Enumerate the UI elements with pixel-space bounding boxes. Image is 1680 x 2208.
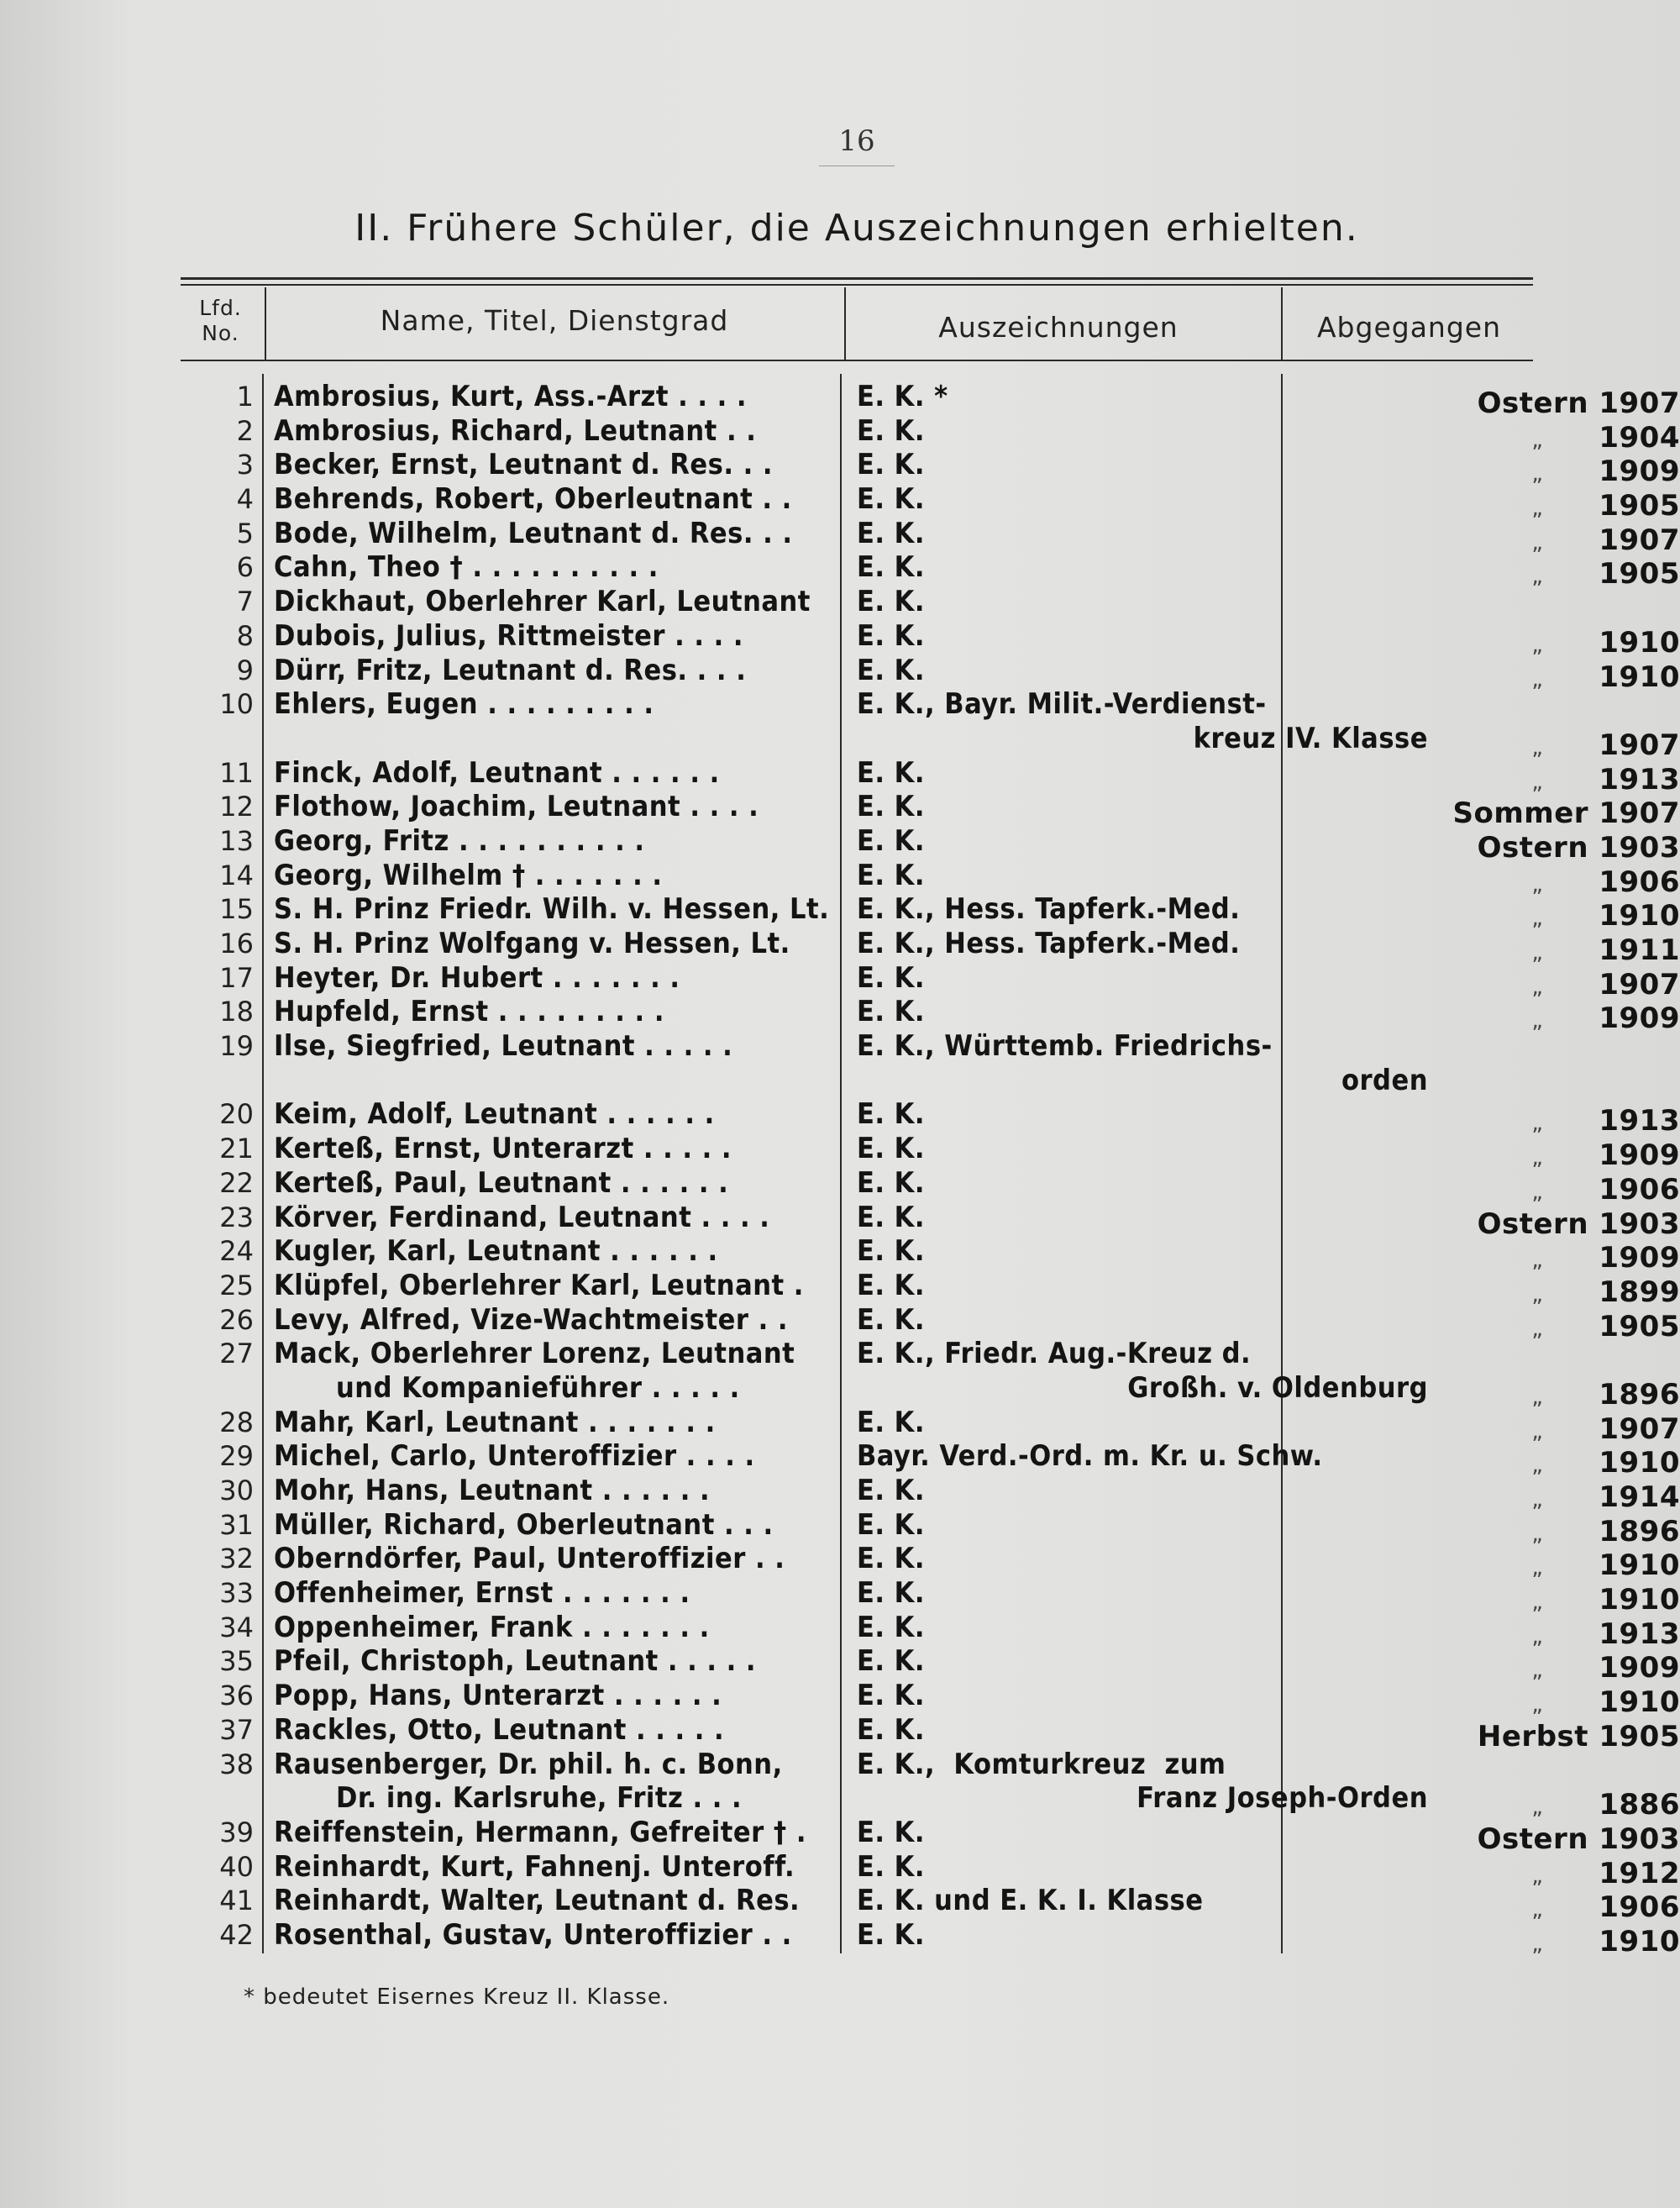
table-row [176, 516, 1680, 557]
ditto-mark: „ [1531, 1487, 1544, 1512]
row-number: 5 [236, 517, 254, 549]
header-name: Name, Titel, Dienstgrad [380, 304, 729, 337]
row-name: Mohr, Hans, Leutnant . . . . . . [274, 1474, 711, 1507]
row-name: Dürr, Fritz, Leutnant d. Res. . . . [274, 653, 747, 687]
ditto-mark: „ [1531, 1795, 1544, 1821]
ditto-mark: „ [1531, 974, 1544, 1000]
page-number: 16 [838, 124, 875, 158]
table-row [176, 653, 1680, 694]
table-row [176, 1748, 1554, 1782]
row-name: Rosenthal, Gustav, Unteroffizier . . [274, 1917, 792, 1952]
table-top-rule-thin [181, 284, 1533, 286]
row-award: E. K., Hess. Tapferk.-Med. [857, 892, 1241, 927]
row-name: Behrends, Robert, Oberleutnant . . [274, 482, 792, 517]
year-value: 1899 [1599, 1275, 1680, 1309]
ditto-mark: „ [1531, 1590, 1544, 1616]
row-name: Keim, Adolf, Leutnant . . . . . . [274, 1097, 715, 1132]
header-bottom-rule [181, 360, 1533, 361]
ditto-mark: „ [1531, 1179, 1544, 1205]
ditto-mark: „ [1531, 1555, 1544, 1581]
table-row [176, 995, 1680, 1036]
ditto-mark: „ [1531, 632, 1544, 658]
row-number: 9 [236, 654, 254, 686]
row-name-continued: Dr. ing. Karlsruhe, Fritz . . . [336, 1781, 743, 1816]
ditto-mark: „ [1531, 564, 1544, 590]
row-name: Ambrosius, Kurt, Ass.-Arzt . . . . [274, 380, 748, 413]
row-award: E. K. [857, 1679, 925, 1713]
year-value: 1906 [1599, 1890, 1680, 1925]
year-value: 1905 [1599, 1309, 1680, 1343]
year-value: Herbst 1905 [1477, 1719, 1680, 1753]
table-row [176, 1132, 1680, 1173]
row-name: Georg, Wilhelm † . . . . . . . [274, 858, 663, 892]
row-name: Rackles, Otto, Leutnant . . . . . [274, 1712, 725, 1747]
row-number: 22 [219, 1166, 254, 1199]
row-award: E. K., Hess. Tapferk.-Med. [857, 927, 1241, 960]
year-value: 1913 [1599, 1617, 1680, 1651]
row-name: Oberndörfer, Paul, Unteroffizier . . [274, 1542, 785, 1576]
year-value: 1909 [1599, 1241, 1680, 1275]
table-row [176, 1097, 1680, 1138]
row-name: Dickhaut, Oberlehrer Karl, Leutnant [274, 585, 811, 619]
table-row [176, 721, 1680, 762]
row-name: Mack, Oberlehrer Lorenz, Leutnant [274, 1337, 795, 1371]
year-value: 1912 [1599, 1856, 1680, 1890]
table-row [176, 618, 1680, 660]
row-name: Ambrosius, Richard, Leutnant . . [274, 413, 757, 448]
year-value: 1910 [1599, 1583, 1680, 1617]
table-row [176, 413, 1680, 455]
row-name: Flothow, Joachim, Leutnant . . . . [274, 790, 759, 824]
header-left: Abgegangen [1316, 311, 1502, 344]
table-row [176, 550, 1680, 591]
table-row [176, 1234, 1680, 1275]
table-row [176, 1302, 1680, 1343]
row-number: 13 [219, 824, 254, 857]
row-name: Rausenberger, Dr. phil. h. c. Bonn, [274, 1747, 783, 1781]
ditto-mark: „ [1531, 1008, 1544, 1034]
row-name: Ehlers, Eugen . . . . . . . . . [274, 687, 654, 722]
ditto-mark: „ [1531, 1281, 1544, 1307]
row-award: E. K. [857, 1849, 925, 1884]
row-award: E. K. [857, 1165, 925, 1200]
year-value: 1910 [1599, 1924, 1680, 1958]
page-title: II. Frühere Schüler, die Auszeichnungen erhielten. [354, 207, 1359, 250]
row-name-continued: und Kompanieführer . . . . . [336, 1370, 740, 1405]
row-number: 23 [219, 1201, 254, 1233]
year-value: 1896 [1599, 1514, 1680, 1548]
row-number: 14 [219, 859, 254, 891]
table-row [176, 927, 1680, 967]
table-row [176, 1064, 1554, 1098]
row-number: 41 [219, 1885, 254, 1917]
row-award: E. K. [857, 1542, 925, 1576]
row-name: Müller, Richard, Oberleutnant . . . [274, 1507, 774, 1542]
row-award: E. K. [857, 1815, 925, 1849]
ditto-mark: „ [1531, 906, 1544, 932]
ditto-mark: „ [1531, 1418, 1544, 1444]
table-row [176, 1337, 1554, 1371]
year-value: 1911 [1599, 933, 1680, 967]
row-award: E. K. [857, 995, 925, 1029]
row-award: E. K., Komturkreuz zum [857, 1747, 1226, 1781]
year-value: 1907 [1599, 967, 1680, 1001]
ditto-mark: „ [1531, 1863, 1544, 1889]
table-row [176, 1165, 1680, 1207]
ditto-mark: „ [1531, 734, 1544, 760]
row-award-continued: Franz Joseph-Orden [1137, 1781, 1428, 1816]
year-value: 1905 [1599, 557, 1680, 591]
year-value: 1909 [1599, 455, 1680, 489]
row-number: 37 [219, 1713, 254, 1746]
row-number: 15 [219, 893, 254, 926]
year-value: 1909 [1599, 1651, 1680, 1685]
row-award-continued: orden [1341, 1063, 1428, 1097]
row-award: E. K., Bayr. Milit.-Verdienst- [857, 687, 1267, 722]
year-value: Ostern 1907 [1477, 386, 1680, 420]
table-row [176, 1370, 1680, 1412]
table-top-rule [181, 277, 1533, 280]
year-value: 1905 [1599, 489, 1680, 523]
table-row [176, 1507, 1680, 1548]
row-award: E. K. [857, 823, 925, 858]
table-row [176, 1815, 1680, 1856]
row-award: E. K. [857, 858, 925, 892]
table-row [176, 1576, 1680, 1617]
row-award-continued: kreuz IV. Klasse [1193, 721, 1428, 755]
table-row [176, 1405, 1680, 1446]
row-award: E. K. [857, 755, 925, 790]
row-number: 26 [219, 1303, 254, 1336]
row-name: Kugler, Karl, Leutnant . . . . . . [274, 1234, 718, 1269]
ditto-mark: „ [1531, 529, 1544, 555]
header-lfd-no [176, 296, 265, 346]
year-value: 1910 [1599, 1446, 1680, 1480]
row-name: Körver, Ferdinand, Leutnant . . . . [274, 1200, 770, 1234]
row-number: 6 [236, 551, 254, 584]
row-name: Kerteß, Paul, Leutnant . . . . . . [274, 1165, 729, 1200]
row-number: 29 [219, 1440, 254, 1473]
row-award: E. K. [857, 482, 925, 517]
ditto-mark: „ [1531, 1316, 1544, 1342]
row-name: Becker, Ernst, Leutnant d. Res. . . [274, 448, 774, 482]
table-row [176, 1268, 1680, 1309]
row-name: Ilse, Siegfried, Leutnant . . . . . [274, 1029, 733, 1064]
row-number: 24 [219, 1235, 254, 1268]
row-award: E. K. [857, 960, 925, 995]
row-award: E. K. [857, 413, 925, 448]
table-row [176, 823, 1680, 865]
year-value: 1910 [1599, 660, 1680, 694]
year-value: 1913 [1599, 762, 1680, 796]
row-award: E. K. [857, 1097, 925, 1132]
row-award: E. K. [857, 1200, 925, 1234]
row-name: Klüpfel, Oberlehrer Karl, Leutnant . [274, 1268, 804, 1302]
table-row [176, 1439, 1680, 1480]
row-number: 32 [219, 1543, 254, 1575]
row-award: E. K. [857, 1917, 925, 1952]
row-number: 27 [219, 1338, 254, 1370]
table-row [176, 1781, 1680, 1822]
row-award: E. K. [857, 790, 925, 824]
row-name: Cahn, Theo † . . . . . . . . . . [274, 550, 659, 585]
year-value: 1886 [1599, 1788, 1680, 1822]
row-number: 4 [236, 483, 254, 516]
year-value: Sommer 1907 [1452, 796, 1680, 831]
table-row [176, 448, 1680, 489]
row-award: E. K. [857, 1610, 925, 1644]
row-name: Michel, Carlo, Unteroffizier . . . . [274, 1439, 755, 1474]
year-value: 1910 [1599, 625, 1680, 660]
row-number: 34 [219, 1611, 254, 1643]
row-award: E. K. [857, 516, 925, 550]
ditto-mark: „ [1531, 496, 1544, 522]
row-award: E. K. [857, 1576, 925, 1611]
table-row [176, 687, 1554, 722]
footnote: * bedeutet Eisernes Kreuz II. Klasse. [244, 1985, 670, 2010]
row-award: E. K. [857, 1474, 925, 1507]
ditto-mark: „ [1531, 1145, 1544, 1171]
year-value: 1914 [1599, 1480, 1680, 1514]
ditto-mark: „ [1531, 1521, 1544, 1547]
table-row [176, 755, 1680, 796]
table-row [176, 1200, 1680, 1241]
year-value: 1909 [1599, 1138, 1680, 1173]
row-number: 16 [219, 928, 254, 959]
row-name: Popp, Hans, Unterarzt . . . . . . [274, 1679, 722, 1713]
row-award: E. K. [857, 1405, 925, 1439]
row-award: E. K. [857, 1268, 925, 1302]
row-number: 28 [219, 1406, 254, 1438]
row-number: 21 [219, 1133, 254, 1165]
row-name: Georg, Fritz . . . . . . . . . . [274, 823, 645, 858]
row-number: 3 [236, 449, 254, 481]
row-number: 12 [219, 791, 254, 823]
year-value: 1910 [1599, 1548, 1680, 1583]
row-name: Levy, Alfred, Vize-Wachtmeister . . [274, 1302, 788, 1337]
row-award: E. K. [857, 550, 925, 585]
table-row [176, 482, 1680, 523]
row-number: 19 [219, 1030, 254, 1063]
year-value: 1906 [1599, 1172, 1680, 1207]
row-name: Offenheimer, Ernst . . . . . . . [274, 1576, 690, 1611]
row-award: E. K., Württemb. Friedrichs- [857, 1029, 1273, 1064]
column-divider-1 [265, 287, 266, 360]
year-value: 1904 [1599, 420, 1680, 455]
row-name: Heyter, Dr. Hubert . . . . . . . [274, 960, 680, 995]
row-award: E. K. [857, 1644, 925, 1679]
row-award: E. K. [857, 585, 925, 619]
ditto-mark: „ [1531, 871, 1544, 897]
row-number: 30 [219, 1475, 254, 1506]
table-row [176, 585, 1554, 619]
row-number: 36 [219, 1680, 254, 1712]
row-number: 1 [236, 381, 254, 413]
row-number: 20 [219, 1098, 254, 1131]
row-award-continued: Großh. v. Oldenburg [1127, 1370, 1428, 1405]
table-row [176, 1542, 1680, 1583]
row-number: 38 [219, 1748, 254, 1780]
ditto-mark: „ [1531, 1384, 1544, 1410]
row-name: S. H. Prinz Friedr. Wilh. v. Hessen, Lt. [274, 892, 830, 927]
ditto-mark: „ [1531, 461, 1544, 487]
table-row [176, 892, 1680, 933]
row-number: 40 [219, 1850, 254, 1883]
row-name: Reinhardt, Kurt, Fahnenj. Unteroff. [274, 1849, 795, 1884]
row-name: S. H. Prinz Wolfgang v. Hessen, Lt. [274, 927, 790, 960]
row-award: E. K. [857, 1302, 925, 1337]
row-name: Kerteß, Ernst, Unterarzt . . . . . [274, 1132, 732, 1166]
row-award: E. K. [857, 653, 925, 687]
row-number: 17 [219, 961, 254, 994]
ditto-mark: „ [1531, 1931, 1544, 1957]
row-award: E. K. [857, 1132, 925, 1166]
row-award: E. K. [857, 1234, 925, 1269]
row-number: 25 [219, 1269, 254, 1301]
row-left-year [1302, 1925, 1680, 1961]
year-value: 1907 [1599, 1412, 1680, 1446]
year-value: Ostern 1903 [1477, 1207, 1680, 1241]
row-name: Dubois, Julius, Rittmeister . . . . [274, 618, 744, 653]
row-number: 2 [236, 414, 254, 447]
table-row [176, 1610, 1680, 1651]
row-name: Reiffenstein, Hermann, Gefreiter † . [274, 1815, 806, 1849]
year-value: 1909 [1599, 1001, 1680, 1036]
header-lfd: Lfd. [199, 296, 242, 320]
row-name: Pfeil, Christoph, Leutnant . . . . . [274, 1644, 757, 1679]
row-number: 35 [219, 1645, 254, 1678]
row-number: 42 [219, 1918, 254, 1951]
header-awards: Auszeichnungen [938, 311, 1179, 344]
row-number: 33 [219, 1577, 254, 1610]
row-name: Oppenheimer, Frank . . . . . . . [274, 1610, 710, 1644]
row-number: 39 [219, 1816, 254, 1848]
row-award: E. K. [857, 1712, 925, 1747]
row-name: Hupfeld, Ernst . . . . . . . . . [274, 995, 664, 1029]
ditto-mark: „ [1531, 1623, 1544, 1649]
ditto-mark: „ [1531, 940, 1544, 965]
row-award: E. K. [857, 448, 925, 482]
row-name: Finck, Adolf, Leutnant . . . . . . [274, 755, 720, 790]
year-value: 1906 [1599, 865, 1680, 899]
ditto-mark: „ [1531, 769, 1544, 795]
table-row [176, 960, 1680, 1001]
year-value: Ostern 1903 [1477, 1822, 1680, 1856]
row-number: 8 [236, 619, 254, 652]
column-divider-2 [844, 287, 846, 360]
row-number: 18 [219, 996, 254, 1028]
row-award: E. K., Friedr. Aug.-Kreuz d. [857, 1337, 1252, 1371]
table-row [176, 1679, 1680, 1720]
row-name: Mahr, Karl, Leutnant . . . . . . . [274, 1405, 716, 1439]
year-value: 1907 [1599, 523, 1680, 557]
table-row [176, 1917, 1680, 1958]
table-row [176, 858, 1680, 899]
table-row [176, 1644, 1680, 1685]
row-award: E. K. * [857, 380, 948, 413]
table-row [176, 1474, 1680, 1514]
ditto-mark: „ [1531, 1248, 1544, 1274]
year-value: 1907 [1599, 728, 1680, 762]
table-row [176, 1712, 1680, 1753]
ditto-mark: „ [1531, 1897, 1544, 1923]
row-name: Reinhardt, Walter, Leutnant d. Res. [274, 1884, 801, 1918]
ditto-mark: „ [1531, 1692, 1544, 1718]
ditto-mark: „ [1531, 1658, 1544, 1684]
year-value: 1910 [1599, 1685, 1680, 1720]
column-divider-3 [1281, 287, 1283, 360]
ditto-mark: „ [1531, 1111, 1544, 1137]
table-row [176, 380, 1680, 420]
ditto-mark: „ [1531, 1453, 1544, 1479]
row-number: 7 [236, 586, 254, 618]
year-value: Ostern 1903 [1477, 830, 1680, 865]
year-value: 1896 [1599, 1377, 1680, 1412]
row-award: E. K. [857, 1507, 925, 1542]
table-row [176, 1029, 1554, 1064]
row-award: E. K. [857, 618, 925, 653]
header-no: No. [202, 321, 239, 345]
ditto-mark: „ [1531, 427, 1544, 453]
row-award: E. K. und E. K. I. Klasse [857, 1884, 1204, 1918]
ditto-mark: „ [1531, 666, 1544, 692]
year-value: 1913 [1599, 1104, 1680, 1138]
row-number: 11 [219, 756, 254, 789]
table-row [176, 790, 1680, 831]
year-value: 1910 [1599, 899, 1680, 933]
table-body [176, 380, 1680, 1958]
row-award: Bayr. Verd.-Ord. m. Kr. u. Schw. [857, 1439, 1323, 1474]
row-name: Bode, Wilhelm, Leutnant d. Res. . . [274, 516, 793, 550]
table-row [176, 1849, 1680, 1890]
table-row [176, 1884, 1680, 1925]
row-number: 31 [219, 1508, 254, 1541]
row-number: 10 [219, 688, 254, 721]
